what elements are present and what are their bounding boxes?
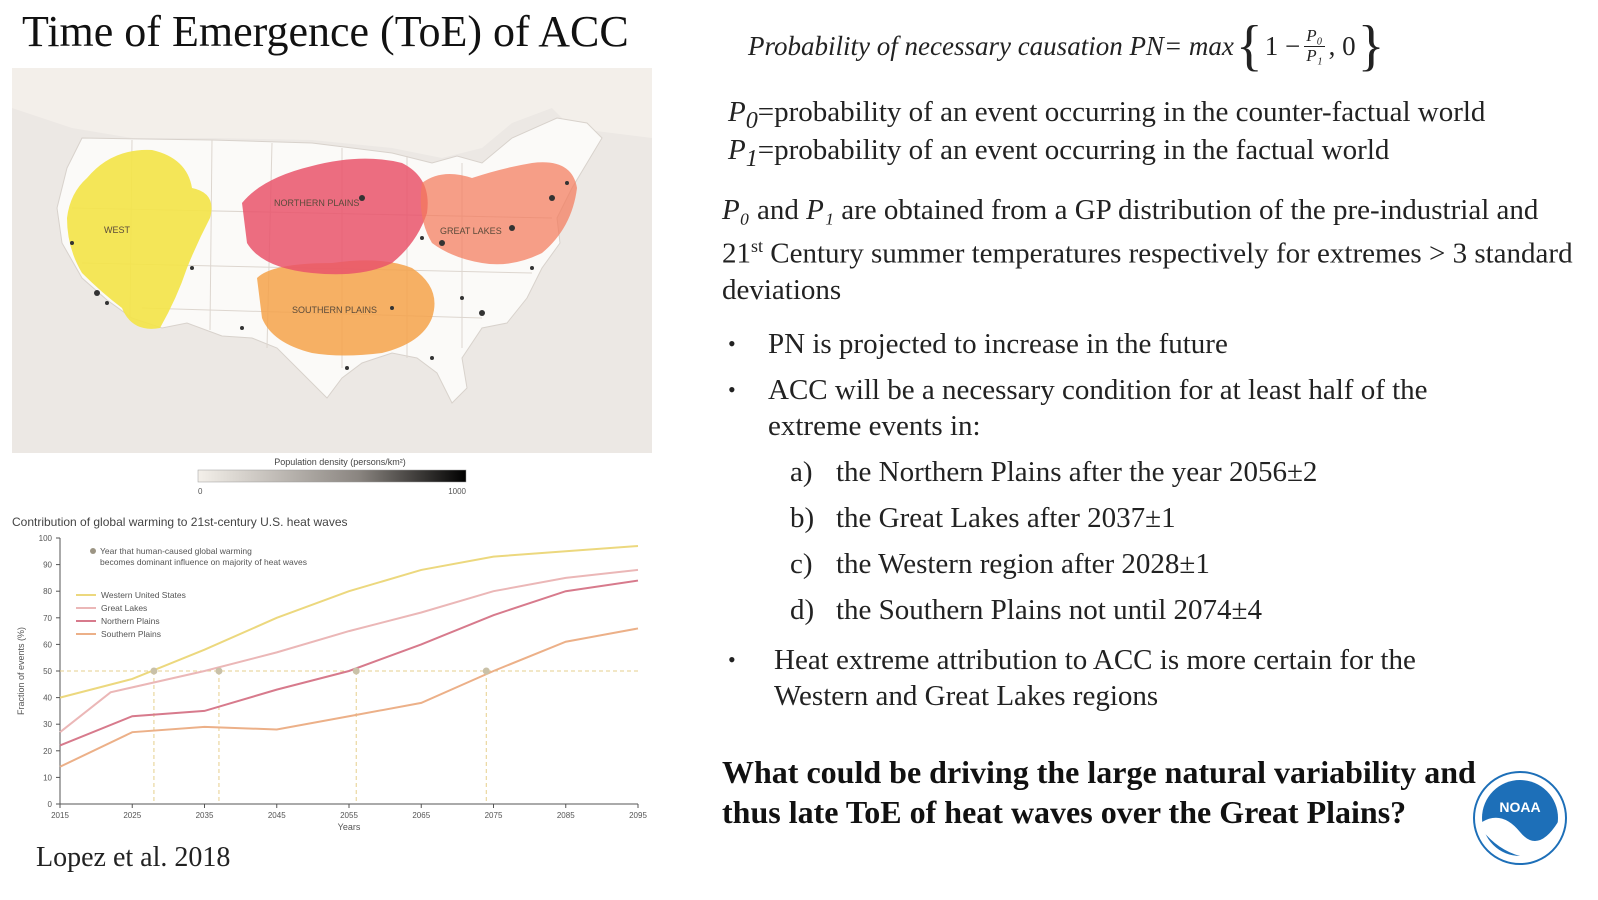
sub-item-letter: c) [790, 548, 813, 580]
sub-item-c [790, 548, 1210, 581]
emergence-point [150, 668, 157, 675]
gp-p0: P₀ [722, 194, 750, 226]
definition-p1 [728, 134, 1389, 173]
formula-tail: , 0 [1328, 30, 1356, 61]
colorbar-min: 0 [198, 487, 203, 496]
y-tick-label: 20 [43, 746, 52, 756]
formula-brace-left: { [1235, 15, 1263, 77]
y-axis-label: Fraction of events (%) [16, 626, 26, 716]
x-tick-label: 2065 [412, 811, 431, 820]
bullet-dot: • [728, 377, 736, 402]
legend-label: Northern Plains [101, 616, 160, 626]
y-tick-label: 60 [43, 640, 52, 650]
series-line [60, 628, 638, 766]
sub-item-text: the Southern Plains not until 2074±4 [836, 594, 1262, 626]
sub-item-b [790, 502, 1176, 535]
x-tick-label: 2025 [123, 811, 142, 820]
x-tick-label: 2075 [484, 811, 503, 820]
y-tick-label: 70 [43, 613, 52, 623]
colorbar-max: 1000 [448, 487, 466, 496]
y-tick-label: 50 [43, 667, 52, 676]
definition-p0-subscript: 0 [745, 106, 758, 134]
pn-formula [748, 15, 1386, 77]
y-tick-label: 40 [43, 693, 52, 703]
definition-p0-text: =probability of an event occurring in the counter-factual world [757, 96, 1486, 128]
definition-p1-subscript: 1 [745, 144, 758, 172]
emergence-point [353, 668, 360, 675]
sub-item-text: the Great Lakes after 2037±1 [836, 502, 1176, 534]
definition-p1-text: =probability of an event occurring in the factual world [757, 134, 1390, 166]
sub-item-letter: d) [790, 594, 815, 626]
emergence-point [483, 668, 490, 675]
heatwave-chart [8, 508, 654, 838]
x-axis-label: Years [337, 822, 361, 832]
colorbar-gradient [198, 470, 466, 482]
sub-item-d [790, 594, 1262, 627]
noaa-logo [1472, 770, 1568, 866]
formula-label: Probability of necessary causation PN= max [748, 30, 1234, 61]
annotation-text: Year that human-caused global warming becomes dominant influence on majority of heat waves [100, 546, 307, 567]
formula-one-minus: 1 − [1264, 30, 1301, 61]
x-tick-label: 2015 [51, 811, 69, 820]
bullet-text: PN is projected to increase in the future [768, 328, 1228, 360]
y-tick-label: 90 [43, 560, 52, 570]
y-tick-label: 0 [47, 800, 52, 809]
bullet-dot: • [728, 331, 736, 356]
bullet-text: Heat extreme attribution to ACC is more certain for the [774, 644, 1416, 676]
gp-part2: Century summer temperatures respectively for extremes > 3 standard deviations [722, 237, 1573, 306]
chart-title: Contribution of global warming to 21st-century U.S. heat waves [12, 515, 348, 529]
definition-p0 [728, 96, 1485, 135]
gp-and: and [749, 194, 807, 226]
label-northern-plains: NORTHERN PLAINS [274, 198, 360, 208]
legend-label: Western United States [101, 590, 186, 600]
bullet-dot: • [728, 647, 736, 672]
closing-question: What could be driving the large natural variability and thus late ToE of heat waves over the Great Plains? [722, 754, 1476, 830]
formula-denominator: P₁ [1306, 45, 1323, 65]
x-tick-label: 2085 [556, 811, 575, 820]
bullet-text: extreme events in: [768, 410, 981, 442]
annotation-marker [90, 548, 96, 554]
gp-p1: P₁ [806, 194, 834, 226]
slide-title: Time of Emergence (ToE) of ACC [22, 7, 629, 56]
citation: Lopez et al. 2018 [36, 842, 231, 873]
definition-p1-symbol: P [728, 134, 746, 166]
legend-label: Great Lakes [101, 603, 148, 613]
bullet-text: Western and Great Lakes regions [774, 680, 1159, 712]
y-tick-label: 10 [43, 773, 52, 783]
definition-p0-symbol: P [728, 96, 746, 128]
y-tick-label: 30 [43, 720, 52, 730]
x-tick-label: 2095 [629, 811, 647, 820]
sub-item-text: the Western region after 2028±1 [836, 548, 1210, 580]
y-tick-label: 100 [38, 534, 52, 543]
gp-distribution-paragraph [722, 192, 1582, 308]
y-tick-label: 80 [43, 587, 52, 597]
gp-part1: are obtained from a GP distribution of the pre-industrial and 21 [722, 194, 1539, 270]
formula-brace-right: } [1357, 15, 1385, 77]
emergence-point [215, 668, 222, 675]
us-region-map [12, 68, 652, 453]
x-tick-label: 2045 [267, 811, 286, 820]
sub-item-letter: a) [790, 456, 813, 488]
logo-text: NOAA [1499, 799, 1541, 815]
label-west: WEST [104, 225, 130, 235]
formula-numerator: P₀ [1306, 25, 1323, 45]
colorbar-title: Population density (persons/km²) [274, 457, 406, 467]
formula-fraction [1304, 27, 1324, 65]
x-tick-label: 2055 [340, 811, 358, 820]
label-southern-plains: SOUTHERN PLAINS [292, 305, 378, 315]
bullet-text: ACC will be a necessary condition for at least half of the [768, 374, 1428, 406]
population-colorbar [180, 456, 500, 500]
sub-item-text: the Northern Plains after the year 2056±2 [836, 456, 1318, 488]
sub-item-letter: b) [790, 502, 815, 534]
gp-sup: st [751, 236, 764, 256]
x-tick-label: 2035 [195, 811, 214, 820]
sub-item-a [790, 456, 1317, 489]
label-great-lakes: GREAT LAKES [440, 226, 502, 236]
legend-label: Southern Plains [101, 629, 162, 639]
